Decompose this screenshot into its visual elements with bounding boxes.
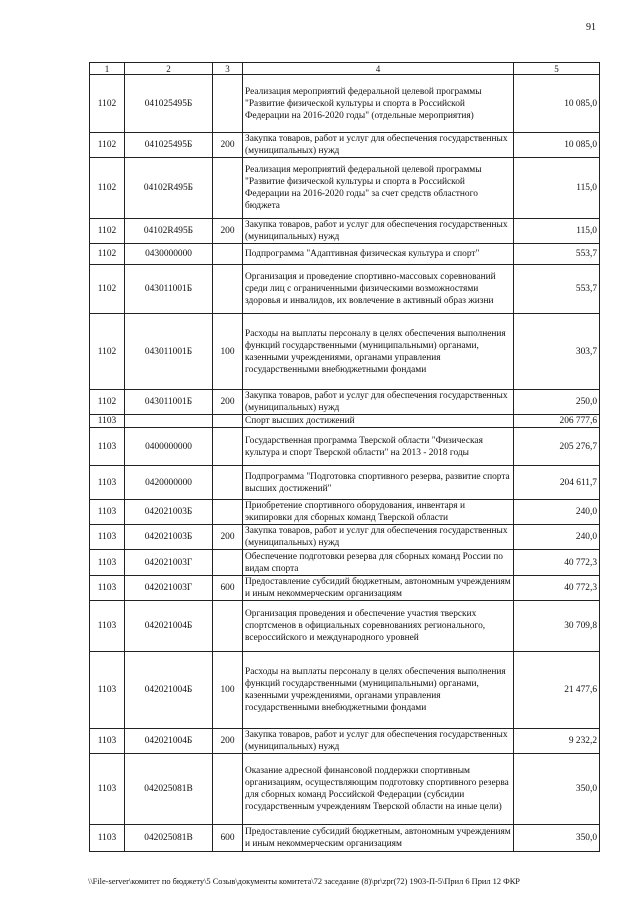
item-name-cell: Расходы на выплаты персоналу в целях обеспечения выполнения функций государственными (муниципальными) органами, казенными учреждениями, органами управления государственными внебюджетными фондами [243,652,514,729]
item-name-cell: Подпрограмма "Адаптивная физическая культура и спорт" [243,244,514,265]
expense-type-code-cell: 600 [213,825,243,852]
budget-table [89,62,600,852]
expense-type-code-cell [213,601,243,652]
table-row [90,466,600,500]
section-code-cell: 1103 [90,754,125,825]
amount-cell: 350,0 [514,754,600,825]
amount-cell: 10 085,0 [514,75,600,133]
section-code-cell: 1103 [90,576,125,601]
item-name-cell: Реализация мероприятий федеральной целевой программы "Развитие физической культуры и спорта в Российской Федерации на 2016-2020 годы" за счет средств областного бюджета [243,158,514,219]
expense-type-code-cell [213,75,243,133]
table-row [90,265,600,314]
amount-cell: 10 085,0 [514,133,600,158]
target-item-code-cell: 042021004Б [125,729,213,754]
section-code-cell: 1102 [90,75,125,133]
expense-type-code-cell [213,158,243,219]
amount-cell: 204 611,7 [514,466,600,500]
column-header-name: 4 [243,63,514,75]
target-item-code-cell: 042021003Б [125,525,213,550]
target-item-code-cell: 0420000000 [125,466,213,500]
section-code-cell: 1103 [90,729,125,754]
column-header-target-item: 2 [125,63,213,75]
table-row [90,415,600,428]
expense-type-code-cell: 600 [213,576,243,601]
section-code-cell: 1103 [90,466,125,500]
table-row [90,390,600,415]
item-name-cell: Организация проведения и обеспечение участия тверских спортсменов в официальных соревнованиях регионального, всероссийского и международного уровней [243,601,514,652]
item-name-cell: Предоставление субсидий бюджетным, автономным учреждениям и иным некоммерческим организациям [243,825,514,852]
amount-cell: 303,7 [514,314,600,390]
table-row [90,219,600,244]
table-row [90,158,600,219]
target-item-code-cell: 042021004Б [125,652,213,729]
table-row [90,314,600,390]
expense-type-code-cell [213,428,243,466]
target-item-code-cell: 042025081В [125,754,213,825]
item-name-cell: Реализация мероприятий федеральной целевой программы "Развитие физической культуры и спорта в Российской Федерации на 2016-2020 годы" (отдельные мероприятия) [243,75,514,133]
target-item-code-cell: 0400000000 [125,428,213,466]
item-name-cell: Предоставление субсидий бюджетным, автономным учреждениям и иным некоммерческим организациям [243,576,514,601]
expense-type-code-cell [213,550,243,576]
table-row [90,825,600,852]
section-code-cell: 1102 [90,219,125,244]
table-row [90,652,600,729]
amount-cell: 21 477,6 [514,652,600,729]
amount-cell: 115,0 [514,219,600,244]
target-item-code-cell: 042021003Б [125,500,213,525]
section-code-cell: 1102 [90,314,125,390]
expense-type-code-cell [213,754,243,825]
section-code-cell: 1103 [90,825,125,852]
amount-cell: 9 232,2 [514,729,600,754]
target-item-code-cell: 042021004Б [125,601,213,652]
target-item-code-cell: 04102R495Б [125,219,213,244]
item-name-cell: Закупка товаров, работ и услуг для обеспечения государственных (муниципальных) нужд [243,390,514,415]
table-row [90,244,600,265]
amount-cell: 553,7 [514,244,600,265]
section-code-cell: 1102 [90,244,125,265]
table-row [90,729,600,754]
expense-type-code-cell [213,415,243,428]
section-code-cell: 1103 [90,415,125,428]
expense-type-code-cell: 200 [213,219,243,244]
expense-type-code-cell: 200 [213,390,243,415]
table-row [90,754,600,825]
table-body [90,75,600,852]
item-name-cell: Закупка товаров, работ и услуг для обеспечения государственных (муниципальных) нужд [243,219,514,244]
item-name-cell: Расходы на выплаты персоналу в целях обеспечения выполнения функций государственными (муниципальными) органами, казенными учреждениями, органами управления государственными внебюджетными фондами [243,314,514,390]
section-code-cell: 1103 [90,428,125,466]
section-code-cell: 1102 [90,158,125,219]
item-name-cell: Организация и проведение спортивно-массовых соревнований среди лиц с ограниченными физическими возможностями здоровья и инвалидов, их вовлечение в активный образ жизни [243,265,514,314]
column-header-expense-type: 3 [213,63,243,75]
section-code-cell: 1102 [90,390,125,415]
table-row [90,576,600,601]
item-name-cell: Государственная программа Тверской области "Физическая культура и спорт Тверской области" на 2013 - 2018 годы [243,428,514,466]
item-name-cell: Подпрограмма "Подготовка спортивного резерва, развитие спорта высших достижений" [243,466,514,500]
amount-cell: 350,0 [514,825,600,852]
section-code-cell: 1103 [90,525,125,550]
file-path-footer: \\File-server\комитет по бюджету\5 Созыв\документы комитета\72 заседание (8)\pr\zpr(72) 1903-П-5\Прил 6 Прил 12 ФКР [88,877,520,886]
item-name-cell: Спорт высших достижений [243,415,514,428]
table-row [90,428,600,466]
amount-cell: 30 709,8 [514,601,600,652]
amount-cell: 206 777,6 [514,415,600,428]
section-code-cell: 1103 [90,652,125,729]
target-item-code-cell: 041025495Б [125,75,213,133]
target-item-code-cell: 043011001Б [125,314,213,390]
expense-type-code-cell: 100 [213,314,243,390]
expense-type-code-cell [213,466,243,500]
section-code-cell: 1103 [90,550,125,576]
table-row [90,550,600,576]
amount-cell: 250,0 [514,390,600,415]
target-item-code-cell [125,415,213,428]
target-item-code-cell: 042021003Г [125,550,213,576]
amount-cell: 115,0 [514,158,600,219]
amount-cell: 240,0 [514,525,600,550]
item-name-cell: Обеспечение подготовки резерва для сборных команд России по видам спорта [243,550,514,576]
section-code-cell: 1103 [90,601,125,652]
target-item-code-cell: 042021003Г [125,576,213,601]
expense-type-code-cell: 200 [213,525,243,550]
expense-type-code-cell [213,500,243,525]
section-code-cell: 1103 [90,500,125,525]
item-name-cell: Оказание адресной финансовой поддержки спортивным организациям, осуществляющим подготовку спортивного резерва для сборных команд Российской Федерации (субсидии государственным учреждениям Тверской области на иные цели) [243,754,514,825]
expense-type-code-cell: 100 [213,652,243,729]
item-name-cell: Закупка товаров, работ и услуг для обеспечения государственных (муниципальных) нужд [243,133,514,158]
amount-cell: 240,0 [514,500,600,525]
target-item-code-cell: 043011001Б [125,265,213,314]
column-header-section: 1 [90,63,125,75]
amount-cell: 205 276,7 [514,428,600,466]
target-item-code-cell: 043011001Б [125,390,213,415]
table-row [90,500,600,525]
amount-cell: 40 772,3 [514,576,600,601]
item-name-cell: Закупка товаров, работ и услуг для обеспечения государственных (муниципальных) нужд [243,729,514,754]
target-item-code-cell: 04102R495Б [125,158,213,219]
table-row [90,601,600,652]
amount-cell: 553,7 [514,265,600,314]
amount-cell: 40 772,3 [514,550,600,576]
target-item-code-cell: 042025081В [125,825,213,852]
table-row [90,525,600,550]
item-name-cell: Приобретение спортивного оборудования, инвентаря и экипировки для сборных команд Тверской области [243,500,514,525]
target-item-code-cell: 0430000000 [125,244,213,265]
table-row [90,133,600,158]
expense-type-code-cell [213,244,243,265]
table-header-row [90,63,600,75]
target-item-code-cell: 041025495Б [125,133,213,158]
expense-type-code-cell: 200 [213,133,243,158]
item-name-cell: Закупка товаров, работ и услуг для обеспечения государственных (муниципальных) нужд [243,525,514,550]
table-row [90,75,600,133]
expense-type-code-cell [213,265,243,314]
expense-type-code-cell: 200 [213,729,243,754]
page-number: 91 [586,22,596,33]
section-code-cell: 1102 [90,265,125,314]
section-code-cell: 1102 [90,133,125,158]
column-header-amount: 5 [514,63,600,75]
